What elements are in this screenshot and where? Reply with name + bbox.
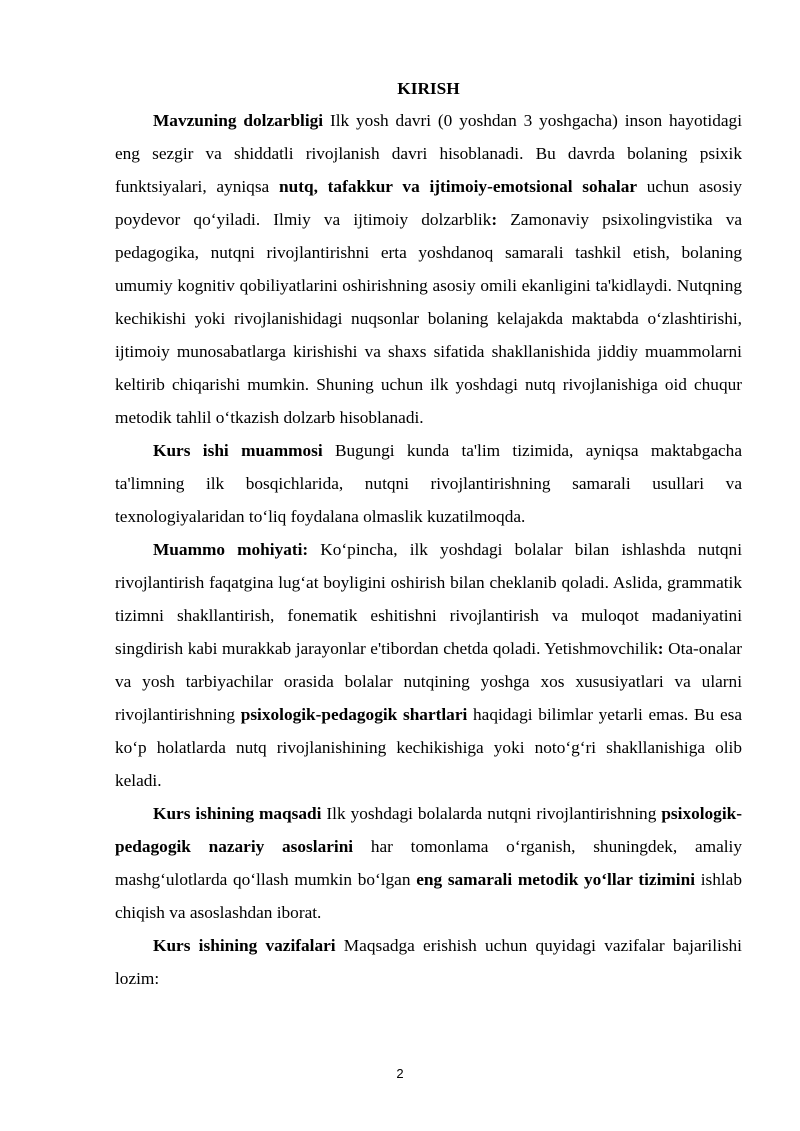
- bold-phrase: :: [491, 210, 498, 229]
- bold-phrase: nutq, tafakkur va ijtimoiy-emotsional sohalar: [279, 177, 638, 196]
- text-run: Ota-onalar va yosh tarbiyachilar orasida bolalar nutqining yoshga xos xususiyatlari va ularni rivojlantirishning: [115, 639, 742, 724]
- document-title: KIRISH: [397, 79, 460, 98]
- document-body: [115, 104, 742, 995]
- bold-phrase: Kurs ishining vazifalari: [153, 936, 336, 955]
- text-run: haqidagi bilimlar yetarli emas. Bu esa ko‘p holatlarda nutq rivojlanishining kechikishiga yoki noto‘g‘ri shakllanishiga olib keladi.: [115, 705, 743, 790]
- bold-phrase: eng samarali metodik yo‘llar tizimini: [416, 870, 695, 889]
- bold-phrase: Kurs ishi muammosi: [153, 441, 323, 460]
- text-run: Ilk yoshdagi bolalarda nutqni rivojlantirishning: [321, 804, 662, 823]
- document-page: [115, 74, 742, 995]
- paragraph-dolzarblik: [115, 104, 742, 434]
- page-number: 2: [396, 1066, 404, 1081]
- text-run: Ko‘pincha, ilk yoshdagi bolalar bilan ishlashda nutqni rivojlantirish faqatgina lug‘at boyligini oshirish bilan cheklanib qoladi. Aslida, grammatik tizimni shakllantirish, fonematik eshitishni rivojlantirish va muloqot madaniyatini singdirish kabi murakkab jarayonlar e'tibordan chetda qoladi. Yetishmovchilik: [115, 540, 742, 658]
- text-run: ishlab chiqish va asoslashdan iborat.: [115, 870, 742, 922]
- text-run: Zamonaviy psixolingvistika va pedagogika, nutqni rivojlantirishni erta yoshdanoq samarali tashkil etish, bolaning umumiy kognitiv qobiliyatlarini oshirishning asosiy omili ekanligini ta'kidlaydi. Nutqning kechikishi yoki rivojlanishidagi nuqsonlar bolaning kelajakda maktabda o‘zlashtirishi, ijtimoiy munosabatlarga kirishishi va shaxs sifatida shakllanishida jiddiy muammolarni keltirib chiqarishi mumkin. Shuning uchun ilk yoshdagi nutq rivojlanishiga oid chuqur metodik tahlil o‘tkazish dolzarb hisoblanadi.: [115, 210, 743, 427]
- bold-phrase: psixologik-pedagogik nazariy asoslarini: [115, 804, 742, 856]
- text-run: Bugungi kunda ta'lim tizimida, ayniqsa maktabgacha ta'limning ilk bosqichlarida, nutqni rivojlantirishning samarali usullari va texnologiyalaridan to‘liq foydalana olmaslik kuzatilmoqda.: [115, 441, 742, 526]
- bold-phrase: Mavzuning dolzarbligi: [153, 111, 324, 130]
- bold-phrase: :: [657, 639, 664, 658]
- text-run: Ilk yosh davri (0 yoshdan 3 yoshgacha) inson hayotidagi eng sezgir va shiddatli rivojlanish davri hisoblanadi. Bu davrda bolaning psixik funktsiyalari, ayniqsa: [115, 111, 742, 196]
- paragraph-maqsad: [115, 797, 742, 929]
- paragraph-mohiyat: [115, 533, 742, 797]
- text-run: uchun asosiy poydevor qo‘yiladi. Ilmiy va ijtimoiy dolzarblik: [115, 177, 742, 229]
- paragraph-muammo: [115, 434, 742, 533]
- text-run: Maqsadga erishish uchun quyidagi vazifalar bajarilishi lozim:: [115, 936, 742, 988]
- bold-phrase: Muammo mohiyati:: [153, 540, 309, 559]
- bold-phrase: psixologik-pedagogik shartlari: [240, 705, 468, 724]
- text-run: har tomonlama o‘rganish, shuningdek, amaliy mashg‘ulotlarda qo‘llash mumkin bo‘lgan: [115, 837, 742, 889]
- bold-phrase: Kurs ishining maqsadi: [153, 804, 322, 823]
- paragraph-vazifalar: [115, 929, 742, 995]
